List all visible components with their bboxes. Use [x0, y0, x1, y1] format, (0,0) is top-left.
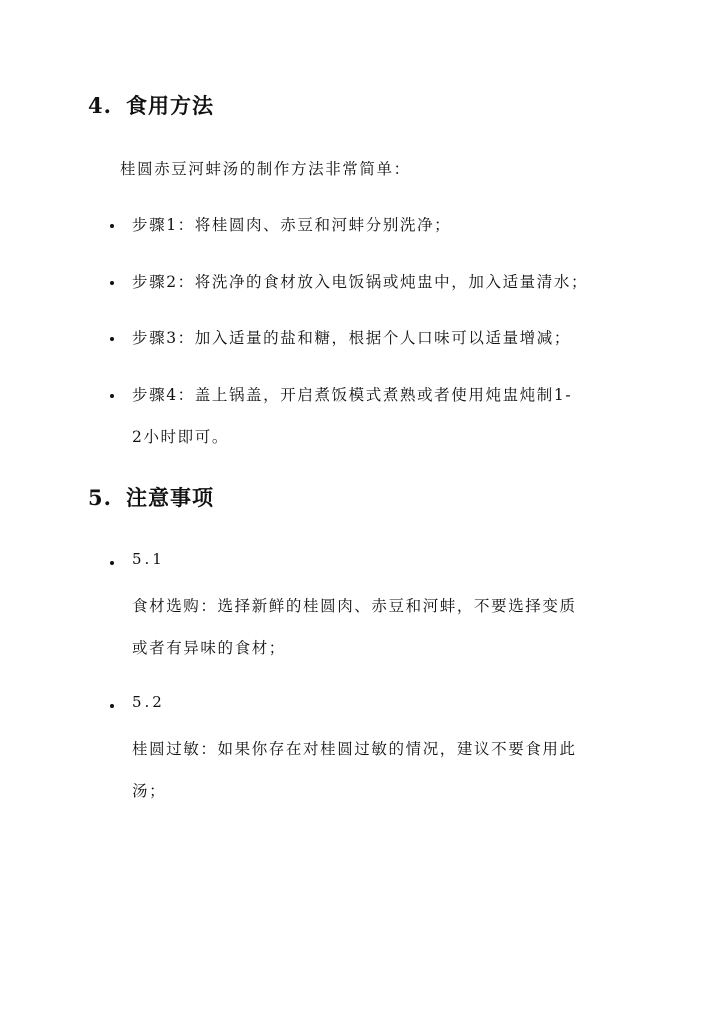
- section-4-number: 4.: [88, 93, 112, 118]
- bullet-icon: [110, 704, 114, 708]
- section-5-title: 注意事项: [126, 485, 214, 510]
- step-3: 步骤3：加入适量的盐和糖，根据个人口味可以适量增减；: [132, 329, 571, 347]
- bullet-icon: [110, 224, 114, 228]
- bullet-icon: [110, 561, 114, 565]
- bullet-icon: [110, 337, 114, 341]
- section-4-intro: 桂圆赤豆河蚌汤的制作方法非常简单：: [120, 160, 411, 178]
- step-1: 步骤1：将桂圆肉、赤豆和河蚌分别洗净；: [132, 216, 452, 234]
- section-5-heading: [88, 482, 214, 512]
- step-2: 步骤2：将洗净的食材放入电饭锅或炖盅中，加入适量清水；: [132, 273, 589, 291]
- step-4-line-2: 2小时即可。: [132, 428, 229, 446]
- bullet-icon: [110, 394, 114, 398]
- step-4-line-1: 步骤4：盖上锅盖，开启煮饭模式煮熟或者使用炖盅炖制1-: [132, 386, 573, 404]
- section-5-number: 5.: [88, 485, 112, 510]
- item-5-1-number: 5.1: [132, 550, 165, 568]
- item-5-2-line-2: 汤；: [132, 782, 167, 800]
- item-5-1-line-1: 食材选购：选择新鲜的桂圆肉、赤豆和河蚌，不要选择变质: [132, 597, 577, 615]
- item-5-2-number: 5.2: [132, 693, 165, 711]
- section-4-heading: [88, 90, 214, 120]
- bullet-icon: [110, 281, 114, 285]
- item-5-2-line-1: 桂圆过敏：如果你存在对桂圆过敏的情况，建议不要食用此: [132, 740, 577, 758]
- section-4-title: 食用方法: [126, 93, 214, 118]
- item-5-1-line-2: 或者有异味的食材；: [132, 639, 286, 657]
